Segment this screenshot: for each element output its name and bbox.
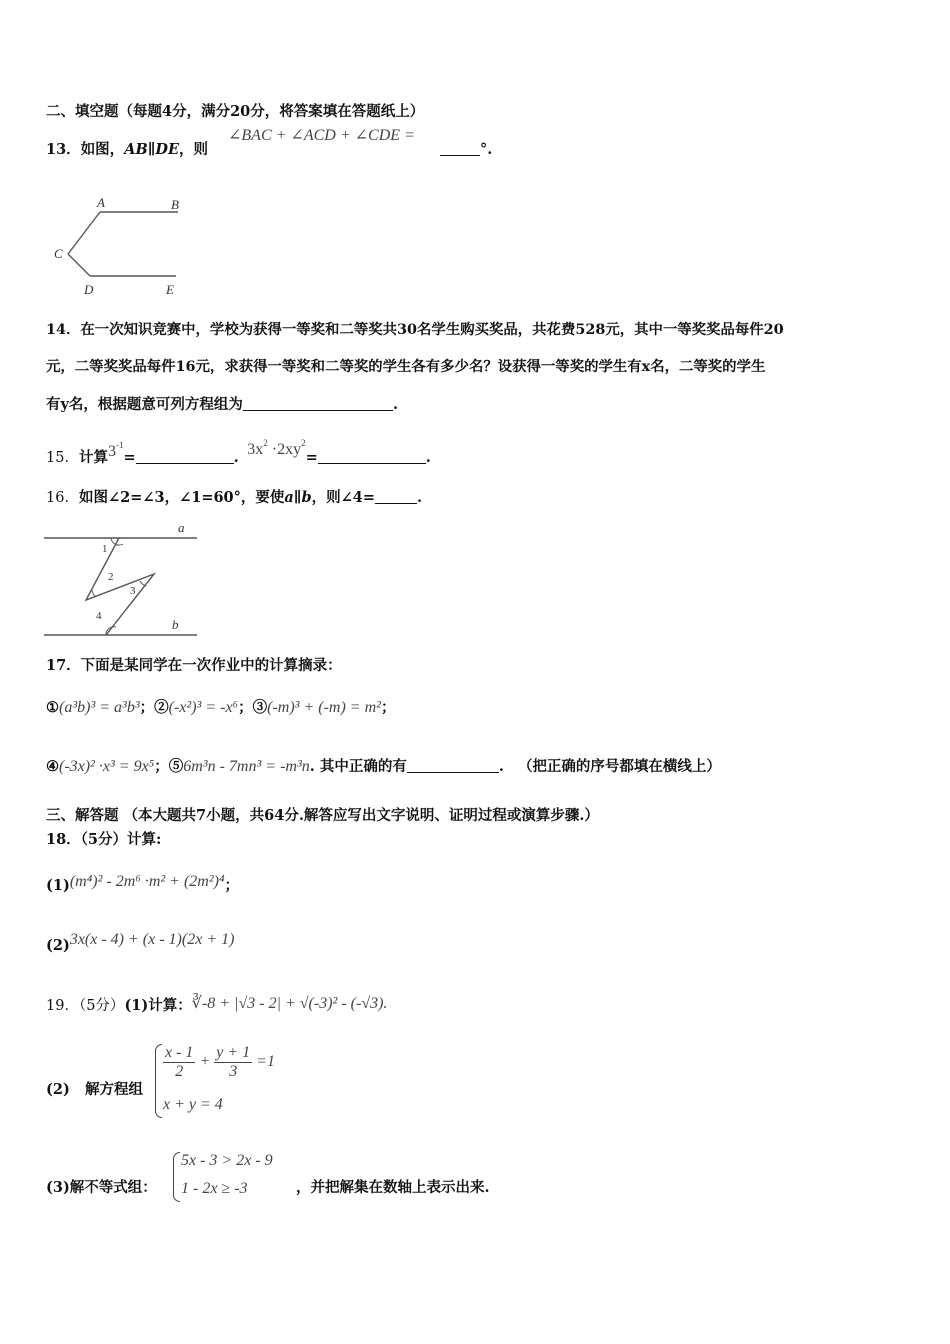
- angle-3-arc: [140, 581, 146, 586]
- q19-plus: +: [199, 1053, 211, 1071]
- q17-choice-2: ②: [154, 699, 169, 716]
- q19-part-2-num: (2): [46, 1081, 70, 1098]
- q13-answer: [440, 140, 492, 160]
- q17-end: .: [498, 758, 504, 775]
- q16-text-2: ，则∠4=: [311, 489, 376, 506]
- q19-part-1: [46, 994, 387, 1016]
- q18-part-2-label: (2): [46, 937, 70, 954]
- q17-sep-2: ；: [238, 699, 253, 716]
- q13-text: 如图，: [80, 141, 125, 158]
- q19-part-3-label: (3)解不等式组：: [46, 1179, 157, 1196]
- label-3: 3: [130, 585, 136, 597]
- q16-number: 16．: [46, 490, 79, 506]
- q15-expr-1: [107, 440, 124, 460]
- q19-part-1-label: (1)计算：: [124, 997, 192, 1014]
- q18-part-2-expr: 3x(x - 4) + (x - 1)(2x + 1): [69, 931, 235, 948]
- q16-text: 如图∠2=∠3，∠1=60°，要使: [78, 489, 285, 506]
- q16-condition: a∥b: [284, 489, 312, 506]
- q16-answer-blank[interactable]: [375, 489, 417, 504]
- q14-line-1: 14．在一次知识竞赛中，学校为获得一等奖和二等奖共30名学生购买奖品，共花费528元，其中一等奖奖品每件20: [46, 321, 784, 338]
- q14-answer-blank[interactable]: [243, 396, 393, 411]
- label-e: E: [166, 282, 174, 297]
- q17-choice-1: ①: [46, 699, 59, 716]
- q15-expr-2-b: ·2xy: [271, 441, 302, 458]
- section-3-heading: 三、解答题 （本大题共7小题，共64分.解答应写出文字说明、证明过程或演算步骤.）: [46, 807, 599, 824]
- q13-figure: [50, 192, 190, 302]
- q17-expr-4: (-3x)² ·x³ = 9x⁵: [59, 758, 155, 775]
- q17-choice-3: ③: [252, 699, 268, 716]
- q19-header: 19．（5分）: [46, 998, 125, 1014]
- q18-part-1: [46, 872, 239, 896]
- label-2: 2: [108, 571, 114, 583]
- q15-blank-2[interactable]: [318, 449, 426, 464]
- q17-expr-3: (-m)³ + (-m) = m²: [267, 699, 381, 716]
- q18-part-1-expr: (m⁴)² - 2m⁶ ·m² + (2m²)⁴: [69, 873, 225, 890]
- q17-choice-4: ④: [46, 758, 59, 775]
- q14-line-3: [46, 395, 398, 415]
- label-c: C: [54, 246, 63, 261]
- q13-number: 13．: [46, 141, 81, 158]
- q17-sep-1: ；: [139, 699, 155, 716]
- label-d: D: [84, 282, 94, 297]
- q19-fraction-1-num: x - 1: [165, 1044, 194, 1061]
- q17-tail: . 其中正确的有: [309, 758, 407, 775]
- q19-fraction-1: [163, 1044, 195, 1081]
- question-13: [46, 140, 208, 160]
- q19-system-2-line-1: 5x - 3 > 2x - 9: [181, 1152, 273, 1169]
- q17-choice-5: ⑤: [168, 758, 184, 775]
- q19-part-1-expr: ∛-8 + |√3 - 2| + √(-3)² - (-√3).: [191, 995, 388, 1012]
- label-b: B: [171, 197, 179, 212]
- q13-unit: °.: [480, 141, 493, 158]
- q19-system-1-brace: [155, 1044, 162, 1118]
- q13-formula: ∠BAC + ∠ACD + ∠CDE =: [228, 127, 415, 144]
- q15-expr-2-a-exp: 2: [263, 438, 268, 448]
- q17-note: （把正确的序号都填在横线上）: [517, 758, 721, 775]
- q14-end: .: [392, 396, 398, 413]
- label-a: a: [178, 520, 185, 535]
- q17-expr-1: (a³b)³ = a³b³: [59, 699, 140, 716]
- q15-eq-1: =: [123, 449, 136, 466]
- q17-sep-3: ；: [380, 699, 396, 716]
- label-1: 1: [102, 543, 108, 555]
- q15-sep: .: [233, 449, 239, 466]
- question-15: [46, 440, 431, 468]
- q13-then: ，则: [179, 141, 208, 158]
- q19-part-2-text: 解方程组: [84, 1081, 143, 1098]
- q19-part-3-tail: ，并把解集在数轴上表示出来.: [296, 1179, 490, 1196]
- q17-expr-2: (-x²)³ = -x⁶: [168, 699, 239, 716]
- q19-system-2-line-2: 1 - 2x ≥ -3: [181, 1180, 248, 1197]
- q18-part-1-label: (1): [46, 877, 70, 894]
- q19-rhs: =1: [256, 1053, 275, 1071]
- q19-fraction-2-den: 3: [229, 1063, 238, 1080]
- label-b: b: [172, 617, 179, 632]
- label-4: 4: [96, 610, 102, 622]
- q19-part-2-label: [46, 1080, 143, 1100]
- label-a: A: [97, 195, 105, 210]
- q13-answer-blank[interactable]: [440, 141, 480, 156]
- q17-answer-blank[interactable]: [407, 758, 499, 773]
- q13-condition: AB∥DE: [124, 141, 179, 158]
- q15-blank-1[interactable]: [136, 449, 234, 464]
- q15-end: .: [425, 449, 431, 466]
- angle-2-arc: [92, 590, 96, 597]
- q17-expr-5: 6m³n - 7mn³ = -m³n: [183, 758, 310, 775]
- q15-expr-1-base: 3: [107, 443, 116, 460]
- q15-expr-1-exp: -1: [115, 440, 124, 450]
- line-cd: [68, 254, 90, 276]
- q17-header: 17．下面是某同学在一次作业中的计算摘录：: [46, 657, 342, 674]
- q15-expr-2-a: 3x: [247, 441, 264, 458]
- q18-part-2: [46, 930, 234, 956]
- q14-line-3-text: 有y名，根据题意可列方程组为: [46, 396, 243, 413]
- line-ac: [68, 212, 100, 254]
- q18-part-1-end: ；: [224, 877, 240, 894]
- question-16: [46, 488, 422, 508]
- q19-fraction-2: [214, 1044, 252, 1081]
- q15-number: 15．: [46, 450, 79, 466]
- q19-system-1-line-2: x + y = 4: [163, 1096, 223, 1113]
- q16-end: .: [417, 489, 423, 506]
- q19-system-2-brace: [173, 1152, 180, 1202]
- q15-eq-2: =: [305, 449, 318, 466]
- q19-fraction-1-den: 2: [175, 1063, 184, 1080]
- q16-figure: [44, 518, 200, 640]
- section-2-heading: 二、填空题（每题4分，满分20分，将答案填在答题纸上）: [46, 103, 425, 120]
- q15-label: 计算: [78, 449, 108, 466]
- q17-row-2: [46, 757, 721, 777]
- q17-sep-4: ；: [154, 758, 169, 775]
- q18-header: 18．（5分）计算:: [46, 831, 162, 848]
- q19-fraction-2-num: y + 1: [216, 1044, 251, 1061]
- q17-row-1: [46, 698, 395, 718]
- q19-system-1-line-1: [163, 1044, 275, 1081]
- q15-expr-2-b-exp: 2: [301, 438, 306, 448]
- q14-line-2: 元，二等奖奖品每件16元，求获得一等奖和二等奖的学生各有多少名？设获得一等奖的学生有x名，二等奖的学生: [46, 358, 766, 375]
- q15-expr-2: [247, 438, 306, 458]
